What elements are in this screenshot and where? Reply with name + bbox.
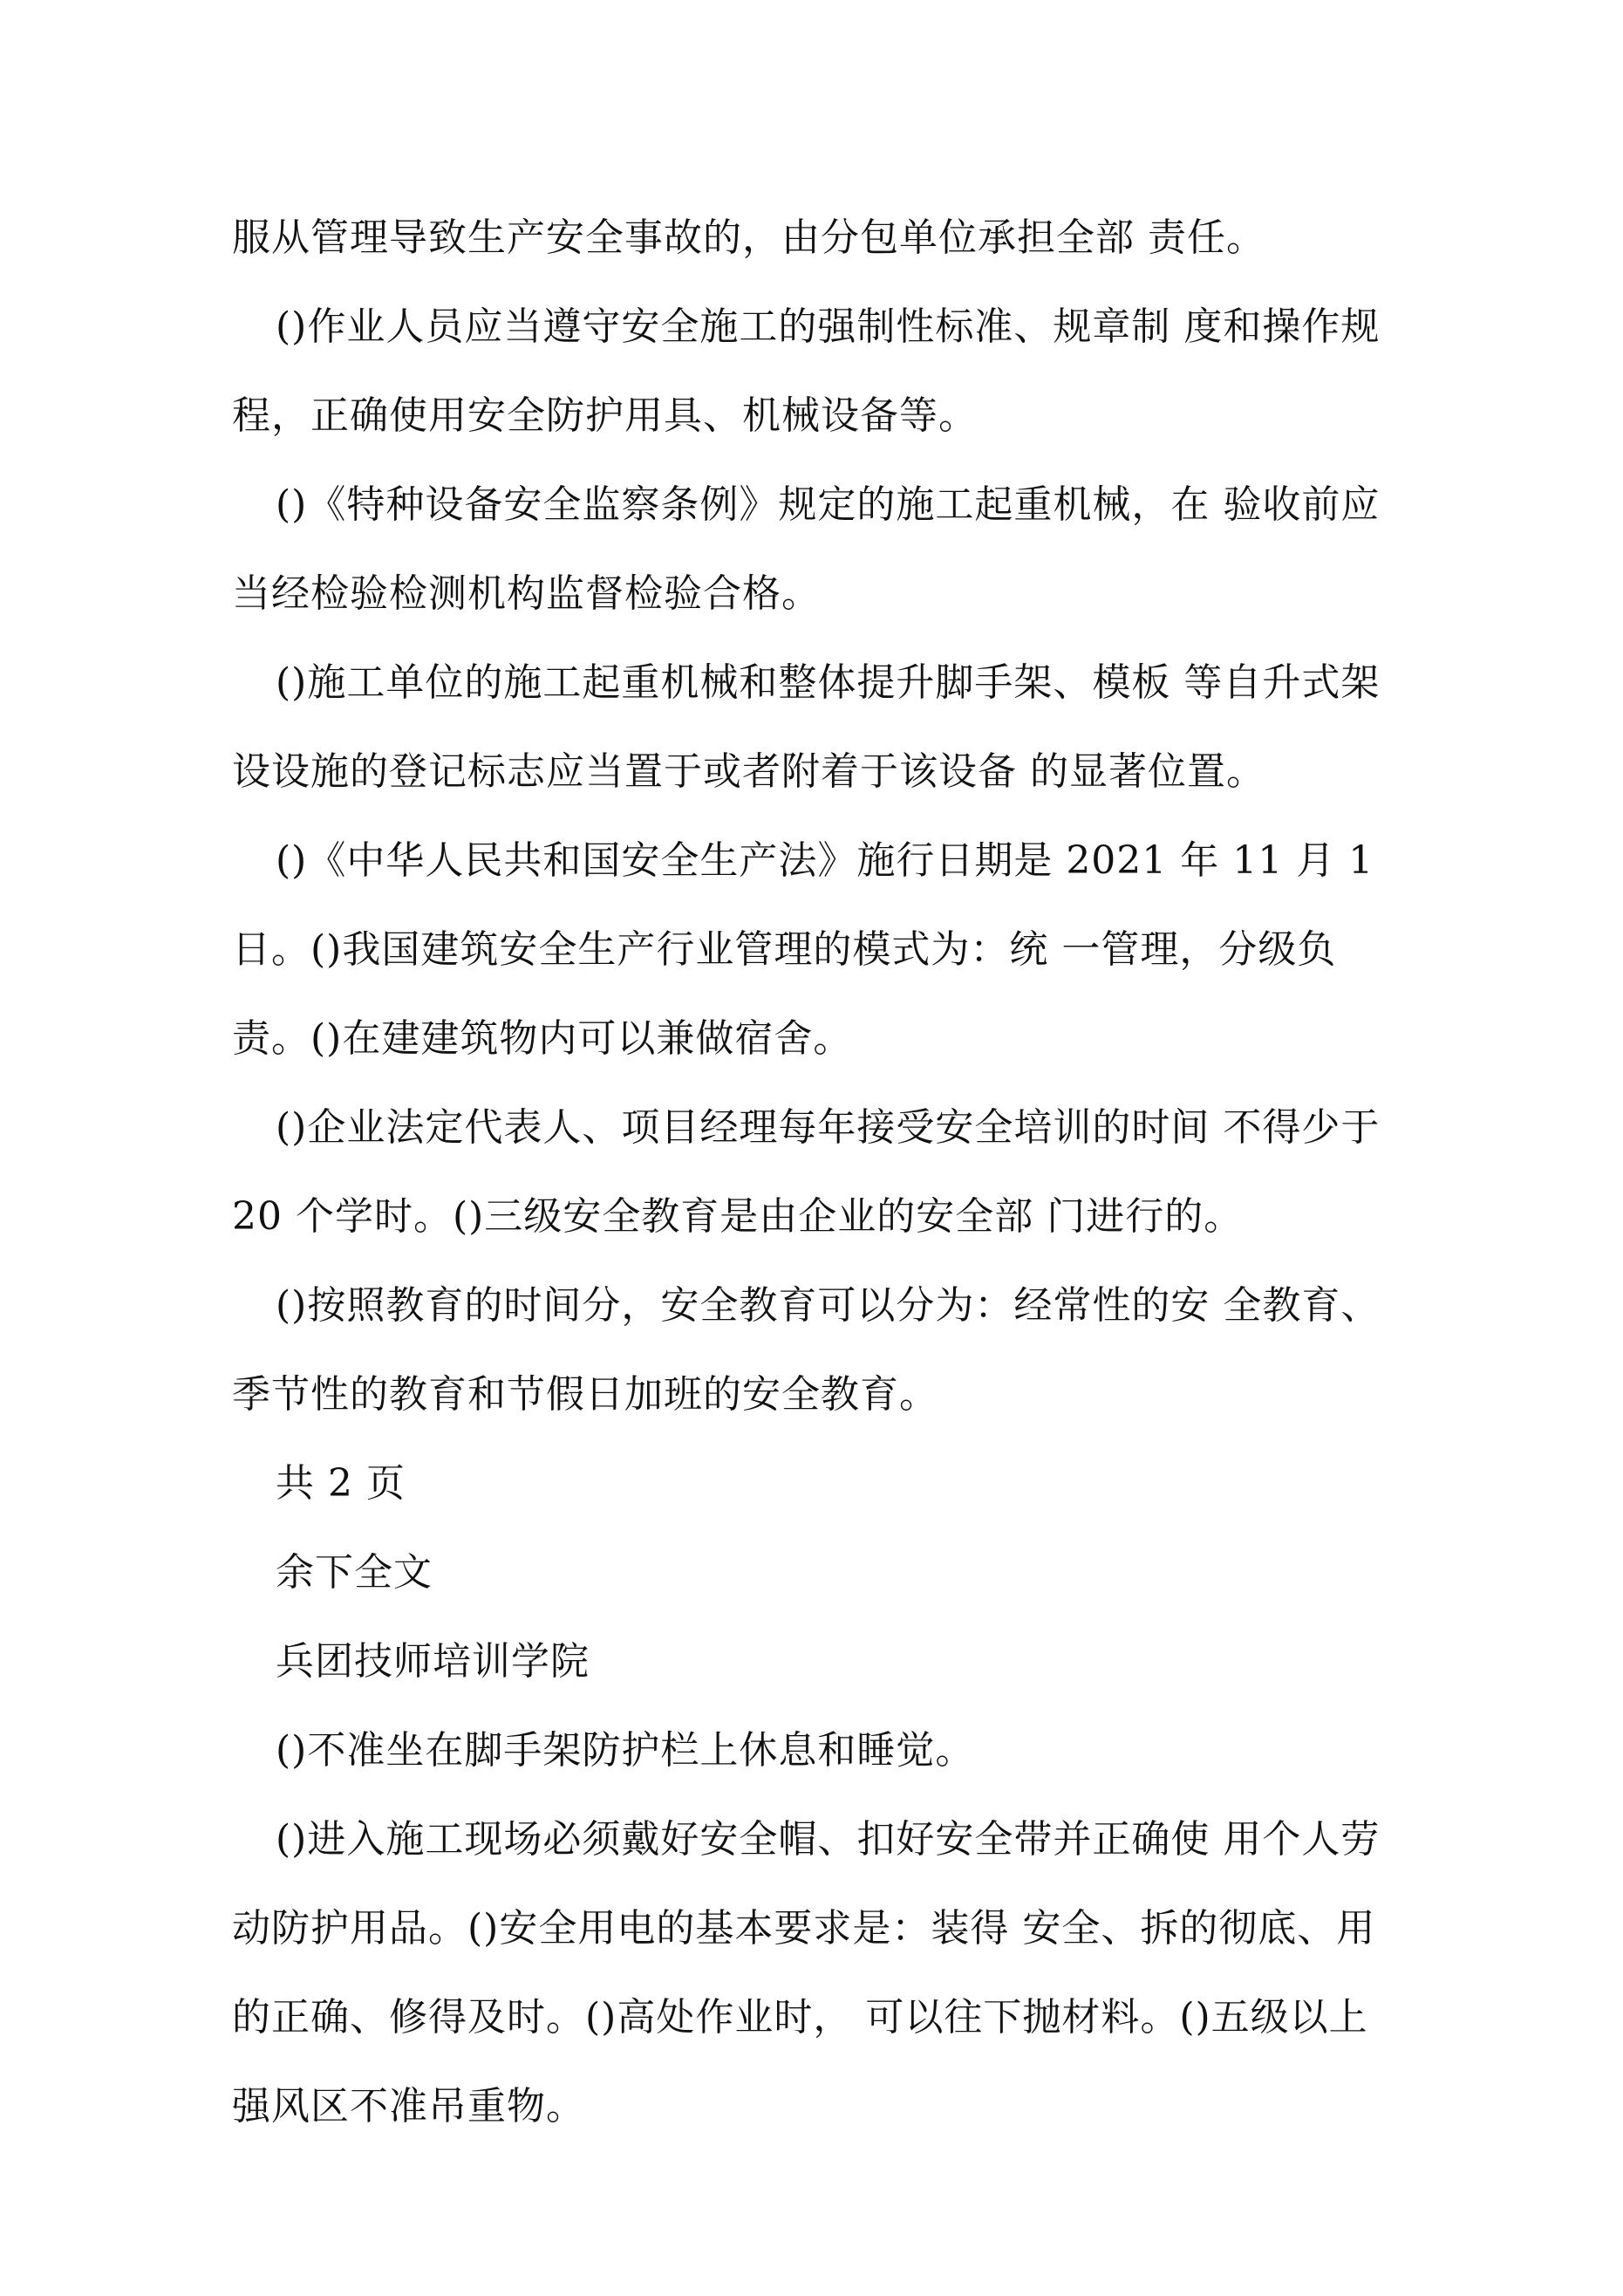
paragraph-8: ()不准坐在脚手架防护栏上休息和睡觉。 — [276, 1728, 975, 1773]
document-body — [232, 194, 1401, 2151]
paragraph-9: ()进入施工现场必须戴好安全帽、扣好安全带并正确使 用个人劳动防护用品。()安全用电的基本要求是：装得 安全、拆的彻底、用的正确、修得及时。()高处作业时， 可以往下抛材料。()五级以上强风区不准吊重物。 — [232, 1817, 1381, 2129]
remaining-text-link[interactable]: 余下全文 — [276, 1550, 433, 1595]
paragraph-2: ()作业人员应当遵守安全施工的强制性标准、规章制 度和操作规程，正确使用安全防护用具、机械设备等。 — [232, 304, 1381, 438]
paragraph-7: ()按照教育的时间分，安全教育可以分为：经常性的安 全教育、季节性的教育和节假日加班的安全教育。 — [232, 1283, 1381, 1417]
paragraph-4: ()施工单位的施工起重机械和整体提升脚手架、模板 等自升式架设设施的登记标志应当置于或者附着于该设备 的显著位置。 — [232, 660, 1381, 794]
paragraph-6: ()企业法定代表人、项目经理每年接受安全培训的时间 不得少于 20 个学时。()三级安全教育是由企业的安全部 门进行的。 — [232, 1105, 1381, 1239]
page-count: 共 2 页 — [276, 1461, 406, 1506]
institution-name: 兵团技师培训学院 — [276, 1639, 590, 1684]
paragraph-5: ()《中华人民共和国安全生产法》施行日期是 2021 年 11 月 1 日。()我国建筑安全生产行业管理的模式为：统 一管理，分级负责。()在建建筑物内可以兼做宿舍。 — [232, 838, 1374, 1061]
paragraph-3: ()《特种设备安全监察条例》规定的施工起重机械，在 验收前应当经检验检测机构监督检验合格。 — [232, 482, 1381, 616]
paragraph-1: 服从管理导致生产安全事故的，由分包单位承担全部 责任。 — [232, 215, 1265, 260]
